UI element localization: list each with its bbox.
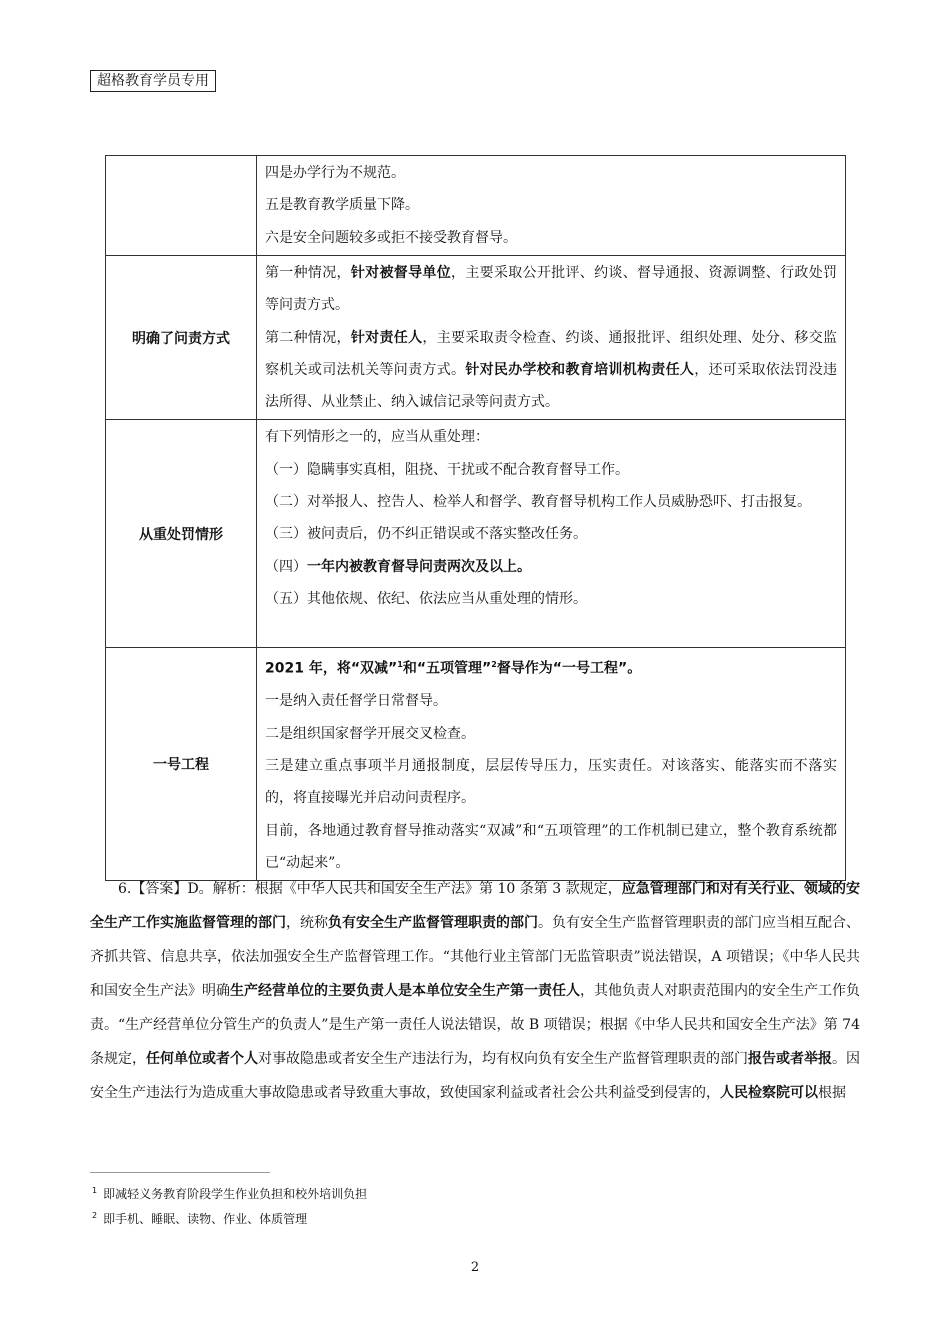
row-label-accountability: 明确了问责方式 — [106, 256, 257, 420]
list-item: （三）被问责后，仍不纠正错误或不落实整改任务。 — [265, 526, 587, 543]
table-row — [106, 156, 846, 256]
list-item: 目前，各地通过教育督导推动落实“双减”和“五项管理”的工作机制已建立，整个教育系统都已“动起来”。 — [265, 822, 837, 871]
table-row — [106, 648, 846, 881]
row-content — [257, 256, 846, 420]
list-item: （五）其他依规、依纪、依法应当从重处理的情形。 — [265, 590, 587, 607]
answer-paragraph: 6.【答案】D。解析：根据《中华人民共和国安全生产法》第 10 条第 3 款规定，应急管理部门和对有关行业、领域的安全生产工作实施监督管理的部门，统称负有安全生产监督管理职责的部门。负有安全生产监督管理职责的部门应当相互配合、齐抓共管、信息共享，依法加强安全生产监督管理工作。“其他行业主管部门无监管职责”说法错误，A 项错误；《中华人民共和国安全生产法》明确生产经营单位的主要负责人是本单位安全生产第一责任人，其他负责人对职责范围内的安全生产工作负责。“生产经营单位分管生产的负责人”是生产第一责任人说法错误，故 B 项错误；根据《中华人民共和国安全生产法》第 74 条规定，任何单位或者个人对事故隐患或者安全生产违法行为，均有权向负有安全生产监督管理职责的部门报告或者举报。因安全生产违法行为造成重大事故隐患或者导致重大事故，致使国家利益或者社会公共利益受到侵害的，人民检察院可以根据 — [90, 881, 861, 1101]
footnote-divider — [90, 1172, 270, 1173]
row-content — [257, 420, 846, 648]
list-item: （一）隐瞒事实真相，阻挠、干扰或不配合教育督导工作。 — [265, 461, 629, 478]
row-label — [106, 156, 257, 256]
list-item: （二）对举报人、控告人、检举人和督学、教育督导机构工作人员威胁恐吓、打击报复。 — [265, 494, 811, 511]
list-item: 五是教育教学质量下降。 — [265, 197, 419, 214]
list-item: 一是纳入责任督学日常督导。 — [265, 693, 447, 710]
paragraph: 第一种情况，针对被督导单位，主要采取公开批评、约谈、督导通报、资源调整、行政处罚等问责方式。 — [265, 265, 838, 314]
footnote: $^1$ 即减轻义务教育阶段学生作业负担和校外培训负担 — [92, 1186, 368, 1201]
table-row — [106, 256, 846, 420]
paragraph: 第二种情况，针对责任人，主要采取责令检查、约谈、通报批评、组织处理、处分、移交监察机关或司法机关等问责方式。针对民办学校和教育培训机构责任人，还可采取依法罚没违法所得、从业禁止、纳入诚信记录等问责方式。 — [265, 329, 838, 411]
list-item: （四）一年内被教育督导问责两次及以上。 — [265, 558, 531, 575]
page-number: 2 — [470, 1260, 480, 1275]
footnotes — [92, 1180, 367, 1230]
policy-table — [105, 155, 846, 881]
header-stamp: 超格教育学员专用 — [90, 70, 216, 92]
list-item: 四是办学行为不规范。 — [265, 165, 405, 181]
list-item: 二是组织国家督学开展交叉检查。 — [265, 725, 475, 742]
row-content — [257, 156, 846, 256]
table-row — [106, 420, 846, 648]
list-item: 2021 年，将“双减”$^1$和“五项管理”$^2$督导作为“一号工程”。 — [265, 660, 642, 678]
row-content — [257, 648, 846, 881]
list-item: 三是建立重点事项半月通报制度，层层传导压力，压实责任。对该落实、能落实而不落实的，将直接曝光并启动问责程序。 — [265, 758, 837, 807]
row-label-project-one: 一号工程 — [106, 648, 257, 881]
row-label-aggravated: 从重处罚情形 — [106, 420, 257, 648]
list-item: 六是安全问题较多或拒不接受教育督导。 — [265, 229, 517, 246]
list-item: 有下列情形之一的，应当从重处理： — [265, 429, 489, 446]
footnote: $^2$ 即手机、睡眠、读物、作业、体质管理 — [92, 1211, 308, 1226]
